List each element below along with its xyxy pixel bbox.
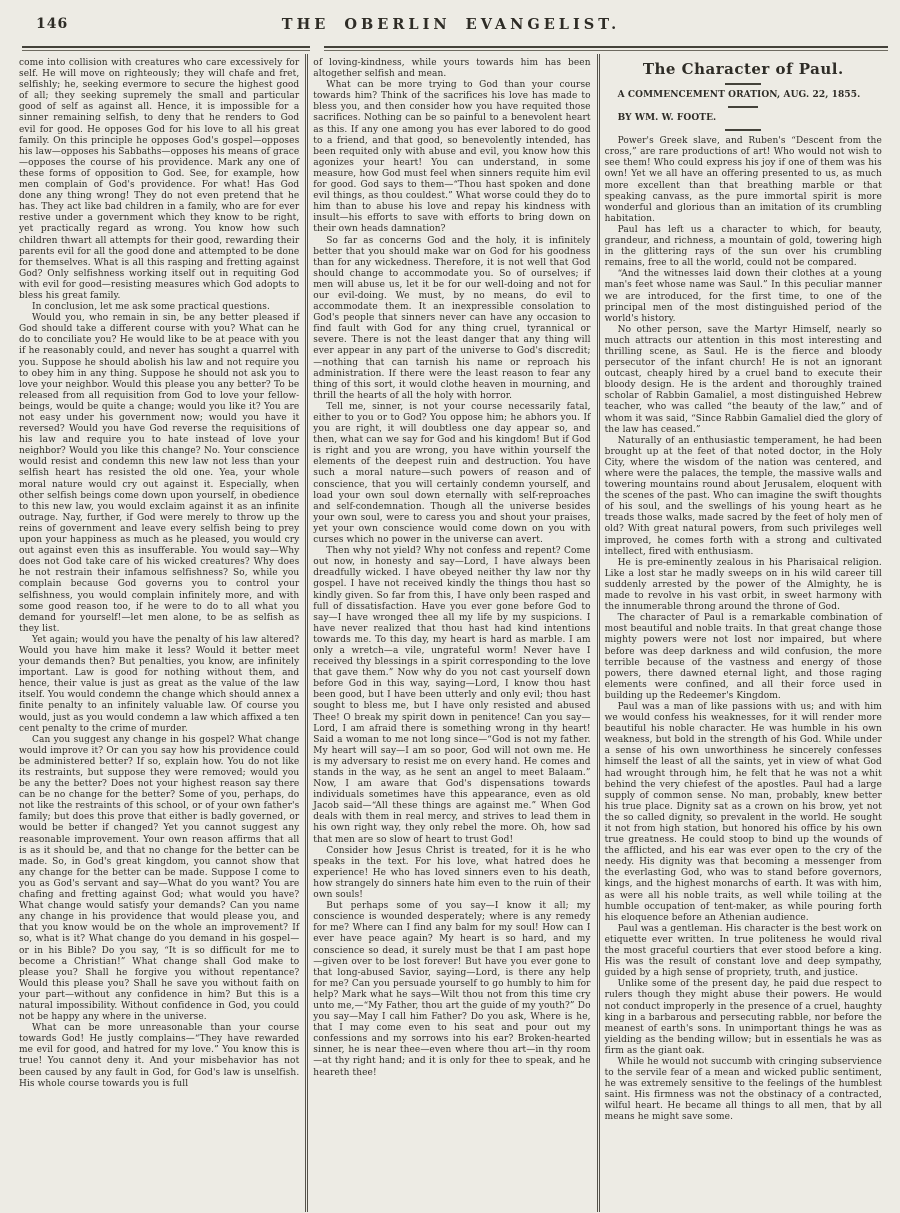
paragraph: What can be more unreasonable than your course towards God! He justly complains—“They have rewarded me evil for good, and hatred for my love.” You know this is true! You cannot deny it. And your misbehavior has not been caused by any fault in God, for God's law is unselfish. His whole course towards you is full bbox=[19, 1023, 300, 1089]
ornament-rule bbox=[725, 83, 761, 85]
paragraph: Unlike some of the present day, he paid due respect to rulers though they might abuse their powers. He would not conduct improperly in the presence of a cruel, haughty king in a barbarous and persecuting rabble, nor before the meanest of earth's sons. In unimportant things he was as yielding as the bending willow; but in essentials he was as firm as the giant oak. bbox=[604, 979, 882, 1056]
paragraph: What can be more trying to God than your course towards him? Think of the sacrifices his love has made to bless you, and then consider how you have requited those sacrifices. Nothing can be so painful to a benevolent heart as this. If any one among you has ever labored to do good to a friend, and that good, so benevolently intended, has been requited only with abuse and evil, you know how this agonizes your heart! You can understand, in some measure, how God must feel when sinners requite him evil for good. God says to them—“Thou hast spoken and done evil things, as thou couldest.” What worse could they do to him than to abuse his love and repay his kindness with insult—his efforts to save with efforts to bring down on their own heads damnation? bbox=[313, 80, 591, 235]
paragraph: of loving-kindness, while yours towards him has been altogether selfish and mean. bbox=[313, 58, 591, 80]
paragraph: come into collision with creatures who care excessively for self. He will move on righteously; they will chafe and fret, selfishly; he, seeking evermore to secure the highest good of all; they seeking supremely the small and particular good of self as against all. Hence, it is impossible for a sinner remaining selfish, to deny that he renders to God evil for good. He opposes God for his love to all his great family. On this principle he opposes God's gospel—opposes his law—opposes his Sabbaths—opposes his means of grace—opposes the course of his providence. Mark any one of these forms of opposition to God. See, for example, how men complain of God's providence. For what! Has God done any thing wrong! They do not even pretend that he has. They act like bad children in a family, who are for ever restive under a government which they know to be right, yet practically regard as wrong. You know how such children thwart all attempts for their good, rewarding their parents evil for all the good done and attempted to be done for themselves. What is all this rasping and fretting against God? Only selfishness working itself out in requiting God with evil for good—resisting measures which God adopts to bless his great family. bbox=[19, 58, 300, 301]
masthead bbox=[14, 8, 888, 44]
paragraph: No other person, save the Martyr Himself, nearly so much attracts our attention in this most interesting and thrilling scene, as Saul. He is the fierce and bloody persecutor of the infant church! He is not an ignorant outcast, cheaply hired by a cruel band to execute their bloody design. He is the ardent and thoroughly trained scholar of Rabbin Gamaliel, a most distinguished Hebrew teacher, who was called “the beauty of the law,” and of whom it was said, “Since Rabbin Gamaliel died the glory of the law has ceased.” bbox=[604, 324, 882, 435]
paragraph: Paul was a man of like passions with us; and with him we would confess his weaknesses, for it will render more beautiful his noble character. He was humble in his own weakness, but bold in the strength of his God. While under a sense of his own unworthiness he sincerely confesses himself the least of all the saints, yet in view of what God had wrought through him, he felt that he was not a whit behind the very chiefest of the apostles. Paul had a large supply of common sense. No man, probably, knew better his true place. Dignity sat as a crown on his brow, yet not the so called dignity, so prevalent in the world. He sought it not from high station, but honored his office by his own true greatness. He could stoop to bind up the wounds of the afflicted, and his ear was ever open to the cry of the needy. His dignity was that becoming a messenger from the everlasting God, who was to stand before governors, kings, and the highest monarchs of earth. It was with him, as were all his noble traits, as well while toiling at the humble occupation of tent-maker, as while pouring forth his eloquence before an Athenian audience. bbox=[604, 701, 882, 923]
paragraph: Power's Greek slave, and Ruben's “Descent from the cross,” are rare productions of art! Who would not wish to see them! Who could express his joy if one of them was his own! Yet we all have an offering presented to us, as much more excellent than that breathing marble or that speaking canvass, as the pure immortal spirit is more wonderful and glorious than an imitation of its crumbling habitation. bbox=[604, 136, 882, 224]
article-title: The Character of Paul. bbox=[642, 60, 844, 78]
ornament-rule bbox=[728, 106, 758, 108]
paragraph: Then why not yield? Why not confess and repent? Come out now, in honesty and say—Lord, I have always been dreadfully wicked. I have obeyed neither thy law nor thy gospel. I have not received kindly the things thou hast so kindly given. So far from this, I have only been rasped and full of dissatisfaction. Have you ever gone before God to say—I have wronged thee all my life by my suspicions. I have never realized that thou hast had kind intentions towards me. To this day, my heart is hard as marble. I am only a wretch—a vile, ungrateful worm! Never have I received thy blessings in a spirit corresponding to the love that gave them.” Now why do you not cast yourself down before God in this way, saying—Lord, I know thou hast been good, but I have been utterly and only evil; thou hast sought to bless me, but I have only resisted and abused Thee! O break my spirit down in penitence! Can you say—Lord, I am afraid there is something wrong in thy heart! Said a woman to me not long since—“God is not my father. My heart will say—I am so poor, God will not own me. He is my adversary to resist me on every hand. He comes and stands in the way, as he sent an angel to meet Balaam.” Now, I am aware that God's dispensations towards individuals sometimes have this appearance, even as old Jacob said—“All these things are against me.” When God deals with them in real mercy, and strives to lead them in his own right way, they only rebel the more. Oh, how sad that men are so slow of heart to trust God! bbox=[313, 546, 591, 845]
ornament-rule bbox=[725, 129, 761, 131]
paragraph: Tell me, sinner, is not your course necessarily fatal, either to you or to God? You oppose him; he abhors you. If you are right, it will doubtless one day appear so, and then, what can we say for God and his kingdom! But if God is right and you are wrong, you have within yourself the elements of the deepest ruin and destruction. You have such a moral nature—such powers of reason and of conscience, that you will certainly condemn yourself, and load your own soul down eternally with self-reproaches and self-condemnation. Though all the universe besides your own soul, were to caress you and shout your praises, yet your own conscience would come down on you with curses which no power in the universe can avert. bbox=[313, 401, 591, 546]
column-container bbox=[14, 54, 888, 1212]
paragraph: He is pre-eminently zealous in his Pharisaical religion. Like a lost star he madly sweeps on in his wild career till suddenly arrested by the power of the Almighty, he is made to revolve in his vast orbit, in sweet harmony with the innumerable throng around the throne of God. bbox=[604, 557, 882, 613]
article-header bbox=[605, 58, 882, 131]
article-subtitle: A COMMENCEMENT ORATION, AUG. 22, 1855. bbox=[617, 90, 861, 100]
paragraph: “And the witnesses laid down their clothes at a young man's feet whose name was Saul.” In this peculiar manner we are introduced, for the first time, to one of the principal men of the most distinguished period of the world's history. bbox=[604, 269, 882, 324]
column-1 bbox=[14, 54, 305, 1212]
header-rule-left bbox=[22, 46, 310, 51]
paragraph: Would you, who remain in sin, be any better pleased if God should take a different course with you? What can he do to conciliate you? He would like to be at peace with you if he reasonably could, and never has sought a quarrel with you. Suppose he should abolish his law and not require you to obey him in any thing. Suppose he should not ask you to love your neighbor. Would this please you any better? To be released from all requisition from God to love your fellow-beings, would be quite a change; would you like it? You are not easy under his government now; would you have it reversed? Would you have God reverse the requisitions of his law and require you to hate instead of love your neighbor? Would you like this change? No. Your conscience would resist and condemn this new law not less than your selfish heart has resisted the old one. Yea, your whole moral nature would cry out against it. Especially, when other selfish beings come down upon yourself, in obedience to this new law, you would exclaim against it as an infinite outrage. Nay, further, if God were merely to throw up the reins of government and leave every selfish being to prey upon your happiness as much as he pleased, you would cry out against even this as insufferable. You would say—Why does not God take care of his wicked creatures? Why does he not restrain their infamous selfishness? So, while you complain because God governs you to control your selfishness, you would complain infinitely more, and with some good reason too, if he were to do to all what you demand for yourself!—let men alone, to be as selfish as they list. bbox=[19, 313, 300, 634]
paragraph: In conclusion, let me ask some practical questions. bbox=[32, 302, 270, 313]
paragraph: Consider how Jesus Christ is treated, for it is he who speaks in the text. For his love, what hatred does he experience! He who has loved sinners even to his death, how strangely do sinners hate him even to the ruin of their own souls! bbox=[313, 845, 591, 901]
column-3 bbox=[597, 54, 888, 1212]
paragraph: Naturally of an enthusiastic temperament, he had been brought up at the feet of that noted doctor, in the Holy City, where the wisdom of the nation was centered, and where were the palaces, the temple, the massive walls and towering mountains round about Jerusalem, eloquent with the scenes of the past. Who can imagine the swift thoughts of his soul, and the swellings of his young heart as he treads those walks, made sacred by the feet of holy men of old? With great natural powers, from such privileges well improved, he comes forth with a strong and cultivated intellect, fired with enthusiasm. bbox=[604, 435, 882, 557]
paragraph: Paul has left us a character to which, for beauty, grandeur, and richness, a mountain of gold, towering high in the glittering rays of the sun over his crumbling remains, free to all the world, could not be compared. bbox=[604, 224, 882, 269]
header-rules bbox=[14, 44, 888, 52]
article-body bbox=[605, 136, 882, 1123]
newspaper-title: THE OBERLIN EVANGELIST. bbox=[281, 16, 621, 33]
paragraph: But perhaps some of you say—I know it all; my conscience is wounded desperately; where is any remedy for me? Where can I find any balm for my soul! How can I ever have peace again? My heart is so hard, and my conscience so dead, it surely must be that I am past hope—given over to be lost forever! But have you ever gone to that long-abused Savior, saying—Lord, is there any help for me? Can you persuade yourself to go humbly to him for help? Mark what he says—Wilt thou not from this time cry unto me,—“My Father, thou art the guide of my youth?” Do you say—May I call him Father? Do you ask, Where is he, that I may come even to his seat and pour out my confessions and my sorrows into his ear? Broken-hearted sinner, he is near thee—even where thou art—in thy room—at thy right hand; and it is only for thee to speak, and he heareth thee! bbox=[313, 901, 591, 1078]
paragraph: Paul was a gentleman. His character is the best work on etiquette ever written. In true politeness he would rival the most graceful courtiers that ever stood before a king. His was the result of constant love and deep sympathy, guided by a high sense of propriety, truth, and justice. bbox=[604, 923, 882, 979]
paragraph: The character of Paul is a remarkable combination of most beautiful and noble traits. In that great change those mighty powers were not lost nor impaired, but where before was deep darkness and wild confusion, the more terrible because of the vastness and energy of those powers, there dawned eternal light, and those raging elements were confined, and all their force used in building up the Redeemer's Kingdom. bbox=[604, 613, 882, 701]
article-byline: BY WM. W. FOOTE. bbox=[617, 113, 717, 124]
column-2 bbox=[305, 54, 596, 1212]
header-rule-right bbox=[324, 46, 888, 51]
paragraph: So far as concerns God and the holy, it is infinitely better that you should make war on God for his goodness than for any wickedness. Therefore, it is not well that God should change to accommodate you. So of ourselves; if men will abuse us, let it be for our well-doing and not for our evil-doing. We must, by no means, do evil to accommodate them. It an inexpressible consolation to God's people that sinners never can have any occasion to find fault with God for any thing cruel, tyrannical or severe. There is not the least danger that any thing will ever appear in any part of the universe to God's discredit;—nothing that can tarnish his name or reproach his administration. If there were the least reason to fear any thing of this sort, it would clothe heaven in mourning, and thrill the hearts of all the holy with horror. bbox=[313, 235, 591, 401]
paragraph: While he would not succumb with cringing subservience to the servile fear of a mean and wicked public sentiment, he was extremely sensitive to the feelings of the humblest saint. His firmness was not the obstinacy of a contracted, wilful heart. He became all things to all men, that by all means he might save some. bbox=[604, 1056, 882, 1123]
paragraph: Yet again; would you have the penalty of his law altered? Would you have him make it less? Would it better meet your demands then? But penalties, you know, are infinitely important. Law is good for nothing without them, and hence, their value is just as great as the value of the law itself. You would condemn the change which should annex a finite penalty to an infinitely valuable law. Of course you would, just as you would condemn a law which affixed a ten cent penalty to the crime of murder. bbox=[19, 634, 300, 734]
page-number: 146 bbox=[36, 16, 69, 32]
paragraph: Can you suggest any change in his gospel? What change would improve it? Or can you say how his providence could be administered better? If so, explain how. You do not like its restraints, but suppose they were removed; would you be any the better? Does not your highest reason say there can be no change for the better? Some of you, perhaps, do not like the restraints of this school, or of your own father's family; but does this prove that either is badly governed, or would be better if changed? Yet you cannot suggest any reasonable improvement. Your own reason affirms that all is as it should be, and that no change for the better can be made. So, in God's great kingdom, you cannot show that any change for the better can be made. Suppose I come to you as God's servant and say—What do you want? You are chafing and fretting against God; what would you have? What change would satisfy your demands? Can you name any change in his providence that would please you, and that you know would be on the whole an improvement? If so, what is it? What change do you demand in his gospel—or in his Bible? Do you say, “It is so difficult for me to become a Christian!” What change shall God make to please you? Shall he forgive you without repentance? Would this please you? Shall he save you without faith on your part—without any confidence in him? But this is a natural impossibility. Without confidence in God, you could not be happy any where in the universe. bbox=[19, 734, 300, 1023]
